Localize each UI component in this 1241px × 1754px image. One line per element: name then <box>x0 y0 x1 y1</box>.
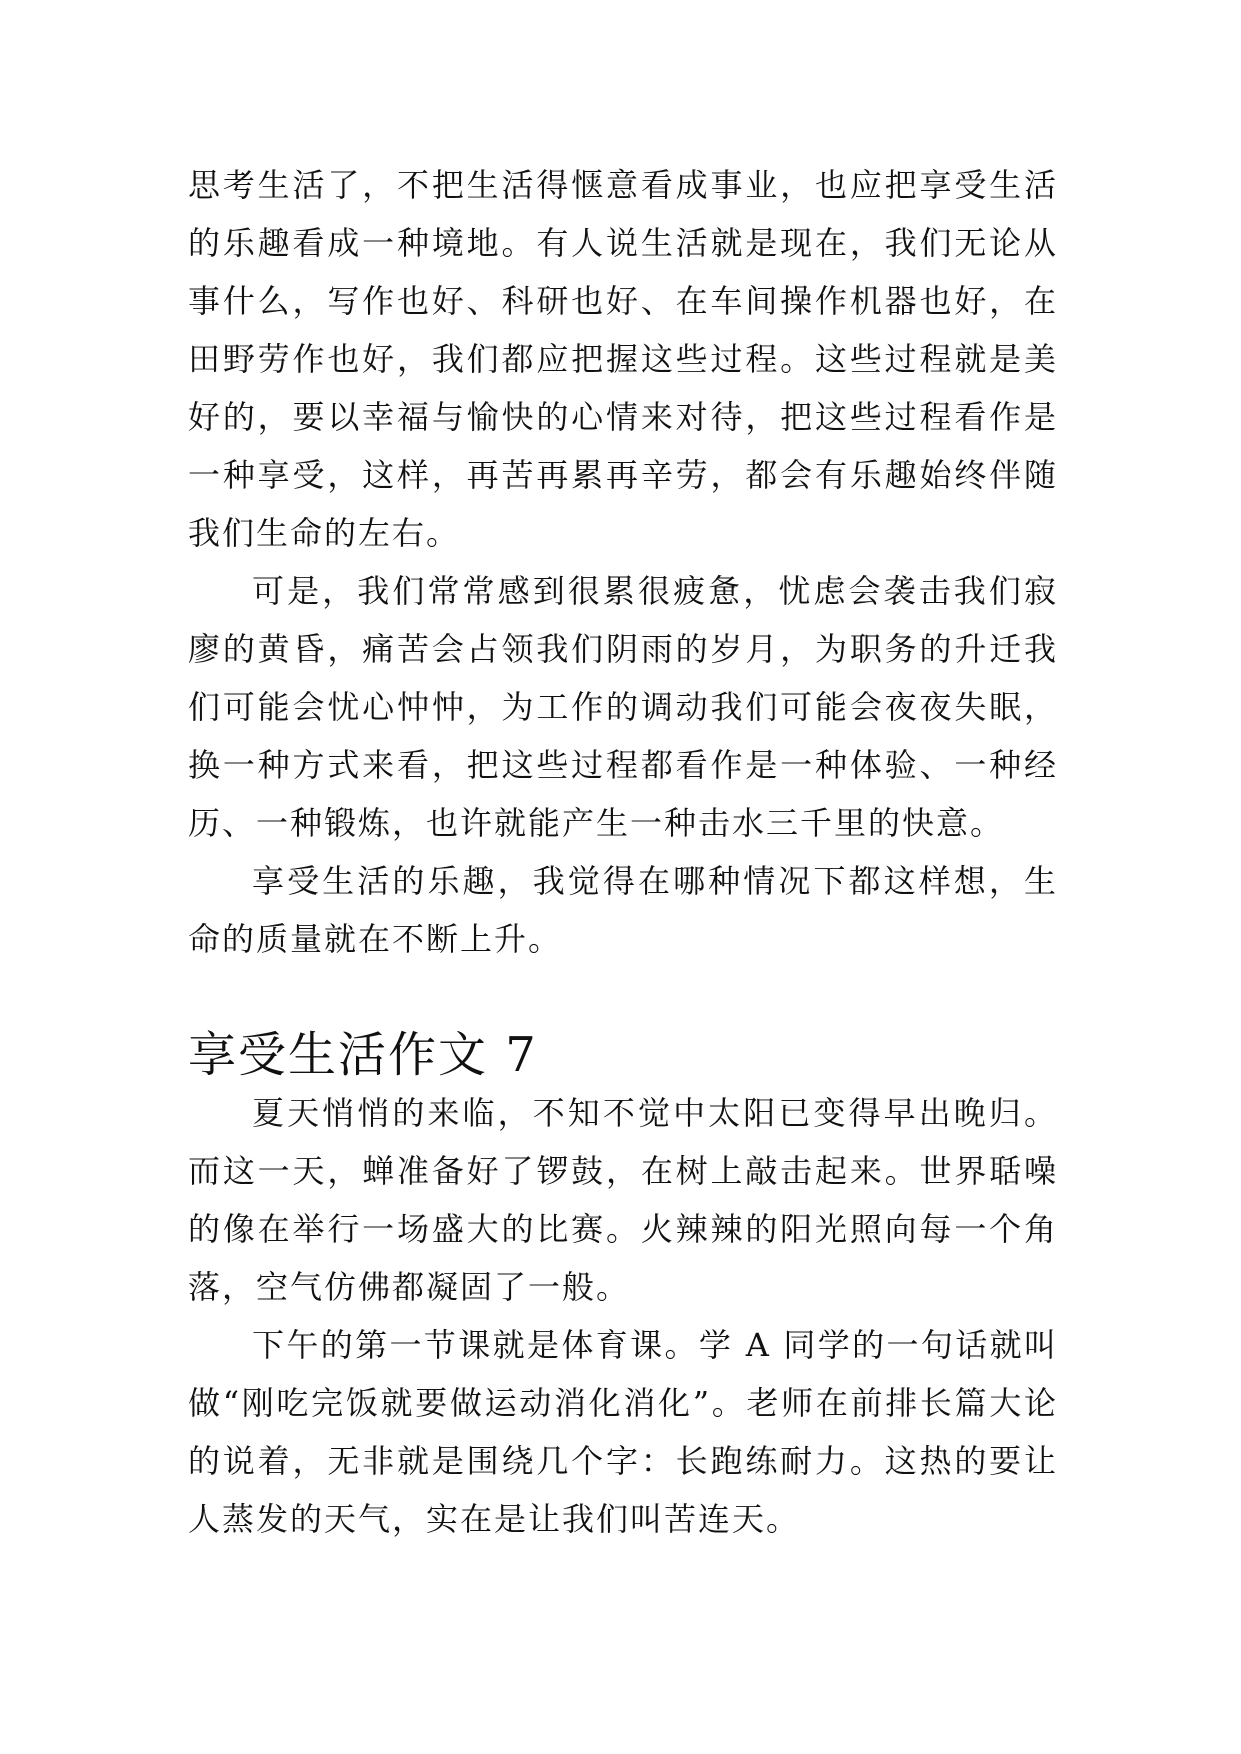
paragraph: 可是，我们常常感到很累很疲惫，忧虑会袭击我们寂廖的黄昏，痛苦会占领我们阴雨的岁月，为职务的升迁我们可能会忧心忡忡，为工作的调动我们可能会夜夜失眠，换一种方式来看，把这些过程都看作是一种体验、一种经历、一种锻炼，也许就能产生一种击水三千里的快意。 <box>188 572 1058 842</box>
section-title: 享受生活作文 7 <box>188 1027 538 1083</box>
paragraph: 下午的第一节课就是体育课。学 A 同学的一句话就叫做“刚吃完饭就要做运动消化消化”。老师在前排长篇大论的说着，无非就是围绕几个字：长跑练耐力。这热的要让人蒸发的天气，实在是让我们叫苦连天。 <box>188 1326 1058 1538</box>
paragraph: 享受生活的乐趣，我觉得在哪种情况下都这样想，生命的质量就在不断上升。 <box>188 862 1058 958</box>
paragraph-continued: 思考生活了，不把生活得惬意看成事业，也应把享受生活的乐趣看成一种境地。有人说生活就是现在，我们无论从事什么，写作也好、科研也好、在车间操作机器也好，在田野劳作也好，我们都应把握这些过程。这些过程就是美好的，要以幸福与愉快的心情来对待，把这些过程看作是一种享受，这样，再苦再累再辛劳，都会有乐趣始终伴随我们生命的左右。 <box>188 166 1058 552</box>
paragraph: 夏天悄悄的来临，不知不觉中太阳已变得早出晚归。而这一天，蝉准备好了锣鼓，在树上敲击起来。世界聒噪的像在举行一场盛大的比赛。火辣辣的阳光照向每一个角落，空气仿佛都凝固了一般。 <box>188 1094 1058 1306</box>
document-body <box>188 156 1058 1548</box>
